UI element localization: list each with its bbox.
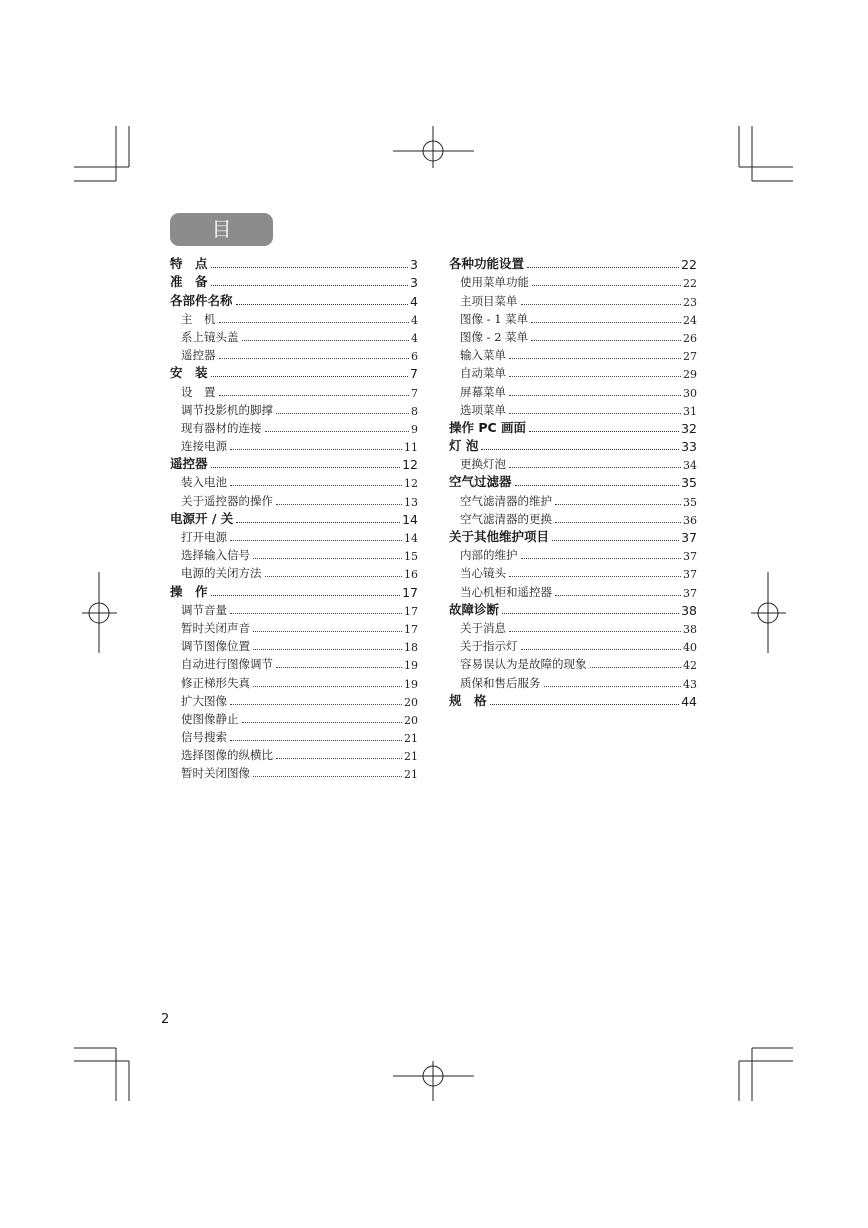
dot-leader bbox=[276, 412, 409, 414]
toc-right-column bbox=[449, 254, 697, 709]
toc-entry-page: 26 bbox=[683, 331, 697, 345]
toc-subsection-entry[interactable] bbox=[449, 545, 697, 563]
toc-entry-title: 灯 泡 bbox=[449, 438, 479, 454]
toc-entry-page: 38 bbox=[683, 622, 697, 636]
toc-subsection-entry[interactable] bbox=[170, 309, 418, 327]
toc-entry-title: 暂时关闭图像 bbox=[181, 766, 250, 781]
toc-entry-title: 现有器材的连接 bbox=[181, 420, 262, 435]
dot-leader bbox=[219, 394, 410, 396]
toc-section-entry[interactable] bbox=[170, 254, 418, 272]
registration-mark-bottom bbox=[393, 1061, 474, 1101]
toc-entry-page: 37 bbox=[681, 530, 697, 545]
dot-leader bbox=[219, 321, 410, 323]
toc-section-entry[interactable] bbox=[170, 290, 418, 308]
toc-subsection-entry[interactable] bbox=[170, 563, 418, 581]
dot-leader bbox=[509, 375, 681, 377]
toc-entry-page: 18 bbox=[404, 641, 418, 655]
dot-leader bbox=[531, 321, 681, 323]
toc-entry-page: 27 bbox=[683, 350, 697, 364]
toc-subsection-entry[interactable] bbox=[170, 472, 418, 490]
toc-entry-page: 35 bbox=[683, 495, 697, 509]
toc-subsection-entry[interactable] bbox=[449, 272, 697, 290]
toc-entry-page: 19 bbox=[404, 677, 418, 691]
toc-entry-title: 使图像静止 bbox=[181, 711, 239, 726]
dot-leader bbox=[253, 685, 402, 687]
toc-entry-title: 更换灯泡 bbox=[460, 457, 506, 472]
dot-leader bbox=[265, 575, 403, 577]
dot-leader bbox=[211, 594, 401, 596]
toc-entry-title: 图像 - 2 菜单 bbox=[460, 329, 529, 344]
toc-section-entry[interactable] bbox=[449, 254, 697, 272]
dot-leader bbox=[590, 666, 682, 668]
dot-leader bbox=[230, 612, 402, 614]
toc-entry-title: 输入菜单 bbox=[460, 348, 506, 363]
toc-entry-title: 当心机柜和遥控器 bbox=[460, 584, 552, 599]
toc-entry-page: 21 bbox=[404, 732, 418, 746]
toc-entry-page: 24 bbox=[683, 313, 697, 327]
toc-entry-page: 37 bbox=[683, 586, 697, 600]
toc-subsection-entry[interactable] bbox=[449, 672, 697, 690]
toc-section-entry[interactable] bbox=[449, 527, 697, 545]
dot-leader bbox=[555, 503, 681, 505]
toc-entry-title: 规 格 bbox=[449, 692, 487, 708]
dot-leader bbox=[529, 430, 679, 432]
toc-subsection-entry[interactable] bbox=[170, 490, 418, 508]
toc-entry-page: 35 bbox=[681, 475, 697, 491]
toc-entry-page: 9 bbox=[411, 422, 418, 436]
toc-entry-page: 38 bbox=[681, 602, 697, 618]
dot-leader bbox=[253, 557, 402, 559]
toc-subsection-entry[interactable] bbox=[170, 745, 418, 763]
dot-leader bbox=[532, 284, 681, 286]
toc-entry-title: 暂时关闭声音 bbox=[181, 620, 250, 635]
toc-entry-title: 自动进行图像调节 bbox=[181, 657, 273, 672]
dot-leader bbox=[211, 266, 409, 268]
toc-entry-title: 关于指示灯 bbox=[460, 639, 518, 654]
toc-entry-title: 扩大图像 bbox=[181, 693, 227, 708]
dot-leader bbox=[509, 412, 681, 414]
toc-entry-title: 信号搜索 bbox=[181, 730, 227, 745]
toc-section-entry[interactable] bbox=[449, 691, 697, 709]
dot-leader bbox=[276, 757, 402, 759]
toc-subsection-entry[interactable] bbox=[170, 636, 418, 654]
dot-leader bbox=[236, 521, 400, 523]
toc-entry-page: 3 bbox=[410, 275, 418, 291]
toc-subsection-entry[interactable] bbox=[449, 563, 697, 581]
toc-entry-page: 36 bbox=[683, 513, 697, 527]
toc-section-entry[interactable] bbox=[449, 418, 697, 436]
dot-leader bbox=[509, 630, 681, 632]
dot-leader bbox=[515, 484, 680, 486]
dot-leader bbox=[253, 630, 402, 632]
dot-leader bbox=[552, 539, 679, 541]
dot-leader bbox=[555, 521, 681, 523]
toc-entry-page: 31 bbox=[683, 404, 697, 418]
toc-section-entry[interactable] bbox=[170, 363, 418, 381]
toc-entry-page: 30 bbox=[683, 386, 697, 400]
toc-section-entry[interactable] bbox=[170, 454, 418, 472]
toc-subsection-entry[interactable] bbox=[170, 727, 418, 745]
dot-leader bbox=[211, 466, 401, 468]
toc-entry-page: 22 bbox=[681, 257, 697, 273]
toc-entry-page: 3 bbox=[410, 257, 418, 273]
toc-subsection-entry[interactable] bbox=[170, 527, 418, 545]
toc-entry-title: 关于其他维护项目 bbox=[449, 529, 550, 544]
toc-entry-title: 关于消息 bbox=[460, 620, 506, 635]
toc-subsection-entry[interactable] bbox=[449, 581, 697, 599]
toc-entry-title: 主 机 bbox=[181, 311, 216, 326]
toc-entry-title: 调节音量 bbox=[181, 602, 227, 617]
toc-entry-title: 选择图像的纵横比 bbox=[181, 748, 273, 763]
toc-entry-title: 使用菜单功能 bbox=[460, 275, 529, 290]
toc-subsection-entry[interactable] bbox=[170, 709, 418, 727]
dot-leader bbox=[276, 503, 402, 505]
toc-entry-title: 空气滤清器的维护 bbox=[460, 493, 552, 508]
dot-leader bbox=[265, 430, 410, 432]
toc-entry-page: 37 bbox=[683, 568, 697, 582]
toc-entry-page: 34 bbox=[683, 459, 697, 473]
toc-subsection-entry[interactable] bbox=[449, 509, 697, 527]
toc-subsection-entry[interactable] bbox=[449, 309, 697, 327]
toc-entry-page: 43 bbox=[683, 677, 697, 691]
toc-entry-title: 各种功能设置 bbox=[449, 256, 525, 272]
dot-leader bbox=[230, 739, 402, 741]
toc-entry-page: 23 bbox=[683, 295, 697, 309]
toc-entry-title: 选项菜单 bbox=[460, 402, 506, 417]
dot-leader bbox=[481, 448, 679, 450]
dot-leader bbox=[211, 284, 409, 286]
toc-entry-title: 遥控器 bbox=[181, 348, 216, 363]
toc-entry-title: 图像 - 1 菜单 bbox=[460, 311, 529, 326]
toc-entry-page: 7 bbox=[410, 366, 418, 382]
toc-entry-title: 装入电池 bbox=[181, 475, 227, 490]
toc-subsection-entry[interactable] bbox=[449, 400, 697, 418]
toc-entry-page: 17 bbox=[404, 622, 418, 636]
toc-subsection-entry[interactable] bbox=[170, 345, 418, 363]
dot-leader bbox=[242, 339, 410, 341]
dot-leader bbox=[509, 394, 681, 396]
dot-leader bbox=[242, 721, 403, 723]
dot-leader bbox=[509, 575, 681, 577]
registration-mark-top bbox=[393, 126, 474, 168]
registration-mark-left bbox=[82, 572, 117, 653]
toc-entry-page: 37 bbox=[683, 550, 697, 564]
toc-entry-page: 14 bbox=[404, 532, 418, 545]
dot-leader bbox=[253, 775, 402, 777]
dot-leader bbox=[521, 648, 682, 650]
toc-entry-title: 遥控器 bbox=[170, 456, 208, 472]
toc-subsection-entry[interactable] bbox=[170, 436, 418, 454]
dot-leader bbox=[531, 339, 681, 341]
toc-subsection-entry[interactable] bbox=[449, 618, 697, 636]
toc-entry-page: 14 bbox=[402, 511, 418, 527]
toc-subsection-entry[interactable] bbox=[170, 381, 418, 399]
toc-entry-title: 特 点 bbox=[170, 256, 208, 272]
toc-subsection-entry[interactable] bbox=[170, 400, 418, 418]
toc-entry-title: 系上镜头盖 bbox=[181, 329, 239, 344]
toc-entry-title: 空气滤清器的更换 bbox=[460, 511, 552, 526]
toc-entry-page: 29 bbox=[683, 368, 697, 382]
dot-leader bbox=[276, 666, 402, 668]
toc-entry-page: 44 bbox=[681, 693, 697, 709]
toc-entry-title: 设 置 bbox=[181, 384, 216, 399]
toc-subsection-entry[interactable] bbox=[449, 454, 697, 472]
dot-leader bbox=[219, 357, 410, 359]
toc-entry-page: 11 bbox=[404, 441, 418, 455]
dot-leader bbox=[502, 612, 679, 614]
toc-entry-title: 各部件名称 bbox=[170, 292, 233, 308]
toc-entry-title: 当心镜头 bbox=[460, 566, 506, 581]
toc-subsection-entry[interactable] bbox=[170, 654, 418, 672]
toc-entry-page: 15 bbox=[404, 550, 418, 564]
toc-subsection-entry[interactable] bbox=[170, 763, 418, 781]
toc-subsection-entry[interactable] bbox=[170, 545, 418, 563]
toc-entry-title: 选择输入信号 bbox=[181, 548, 250, 563]
dot-leader bbox=[527, 266, 679, 268]
toc-section-entry[interactable] bbox=[170, 272, 418, 290]
toc-entry-page: 4 bbox=[411, 331, 418, 345]
toc-subsection-entry[interactable] bbox=[449, 327, 697, 345]
toc-entry-title: 关于遥控器的操作 bbox=[181, 493, 273, 508]
toc-entry-title: 连接电源 bbox=[181, 439, 227, 454]
toc-entry-page: 32 bbox=[681, 420, 697, 436]
toc-entry-page: 22 bbox=[683, 277, 697, 291]
toc-subsection-entry[interactable] bbox=[170, 418, 418, 436]
toc-title: 目 录 bbox=[170, 213, 273, 246]
toc-subsection-entry[interactable] bbox=[449, 290, 697, 308]
toc-subsection-entry[interactable] bbox=[170, 600, 418, 618]
page-number: 2 bbox=[161, 1012, 170, 1027]
toc-subsection-entry[interactable] bbox=[449, 490, 697, 508]
toc-entry-page: 13 bbox=[404, 495, 418, 509]
dot-leader bbox=[555, 594, 681, 596]
dot-leader bbox=[230, 484, 402, 486]
dot-leader bbox=[230, 539, 402, 541]
toc-entry-page: 20 bbox=[404, 695, 418, 709]
toc-left-column bbox=[170, 254, 418, 781]
toc-entry-page: 40 bbox=[683, 641, 697, 655]
toc-entry-title: 安 装 bbox=[170, 365, 208, 381]
toc-entry-page: 33 bbox=[681, 439, 697, 455]
toc-section-entry[interactable] bbox=[170, 581, 418, 599]
toc-entry-title: 容易误认为是故障的现象 bbox=[460, 657, 587, 672]
toc-subsection-entry[interactable] bbox=[449, 381, 697, 399]
dot-leader bbox=[521, 557, 682, 559]
toc-entry-page: 21 bbox=[404, 750, 418, 764]
dot-leader bbox=[521, 303, 682, 305]
toc-entry-title: 准 备 bbox=[170, 274, 208, 290]
toc-entry-page: 19 bbox=[404, 659, 418, 673]
toc-entry-title: 调节图像位置 bbox=[181, 639, 250, 654]
toc-entry-page: 6 bbox=[411, 350, 418, 364]
dot-leader bbox=[230, 703, 402, 705]
toc-entry-title: 电源开 / 关 bbox=[170, 510, 234, 526]
toc-entry-title: 操作 PC 画面 bbox=[449, 419, 527, 435]
dot-leader bbox=[236, 303, 409, 305]
toc-entry-page: 42 bbox=[683, 659, 697, 673]
toc-entry-title: 电源的关闭方法 bbox=[181, 566, 262, 581]
toc-section-entry[interactable] bbox=[449, 600, 697, 618]
toc-entry-title: 空气过滤器 bbox=[449, 474, 512, 490]
toc-entry-page: 16 bbox=[404, 568, 418, 582]
toc-subsection-entry[interactable] bbox=[170, 618, 418, 636]
toc-entry-title: 内部的维护 bbox=[460, 548, 518, 563]
registration-mark-right bbox=[751, 572, 786, 653]
toc-subsection-entry[interactable] bbox=[449, 636, 697, 654]
dot-leader bbox=[490, 703, 680, 705]
dot-leader bbox=[544, 685, 682, 687]
dot-leader bbox=[509, 466, 681, 468]
toc-entry-title: 故障诊断 bbox=[449, 601, 500, 617]
toc-entry-page: 17 bbox=[404, 604, 418, 618]
toc-subsection-entry[interactable] bbox=[170, 327, 418, 345]
toc-entry-title: 操 作 bbox=[170, 583, 208, 599]
toc-entry-page: 12 bbox=[402, 457, 418, 473]
dot-leader bbox=[253, 648, 402, 650]
toc-entry-page: 12 bbox=[404, 477, 418, 491]
toc-entry-page: 21 bbox=[404, 768, 418, 782]
toc-subsection-entry[interactable] bbox=[449, 654, 697, 672]
toc-entry-page: 8 bbox=[411, 404, 418, 418]
toc-entry-page: 4 bbox=[411, 313, 418, 327]
toc-entry-title: 打开电源 bbox=[181, 530, 227, 544]
dot-leader bbox=[230, 448, 402, 450]
toc-entry-title: 屏幕菜单 bbox=[460, 384, 506, 399]
dot-leader bbox=[211, 375, 409, 377]
toc-subsection-entry[interactable] bbox=[449, 345, 697, 363]
toc-entry-title: 自动菜单 bbox=[460, 366, 506, 381]
toc-section-entry[interactable] bbox=[170, 509, 418, 527]
toc-entry-title: 质保和售后服务 bbox=[460, 675, 541, 690]
toc-subsection-entry[interactable] bbox=[449, 363, 697, 381]
toc-entry-page: 7 bbox=[411, 386, 418, 400]
toc-entry-title: 主项目菜单 bbox=[460, 293, 518, 308]
toc-entry-page: 20 bbox=[404, 713, 418, 727]
toc-section-entry[interactable] bbox=[449, 472, 697, 490]
toc-section-entry[interactable] bbox=[449, 436, 697, 454]
toc-entry-title: 修正梯形失真 bbox=[181, 675, 250, 690]
toc-subsection-entry[interactable] bbox=[170, 672, 418, 690]
toc-entry-title: 调节投影机的脚撑 bbox=[181, 402, 273, 417]
toc-subsection-entry[interactable] bbox=[170, 691, 418, 709]
toc-entry-page: 17 bbox=[402, 584, 418, 600]
dot-leader bbox=[509, 357, 681, 359]
toc-entry-page: 4 bbox=[410, 293, 418, 309]
